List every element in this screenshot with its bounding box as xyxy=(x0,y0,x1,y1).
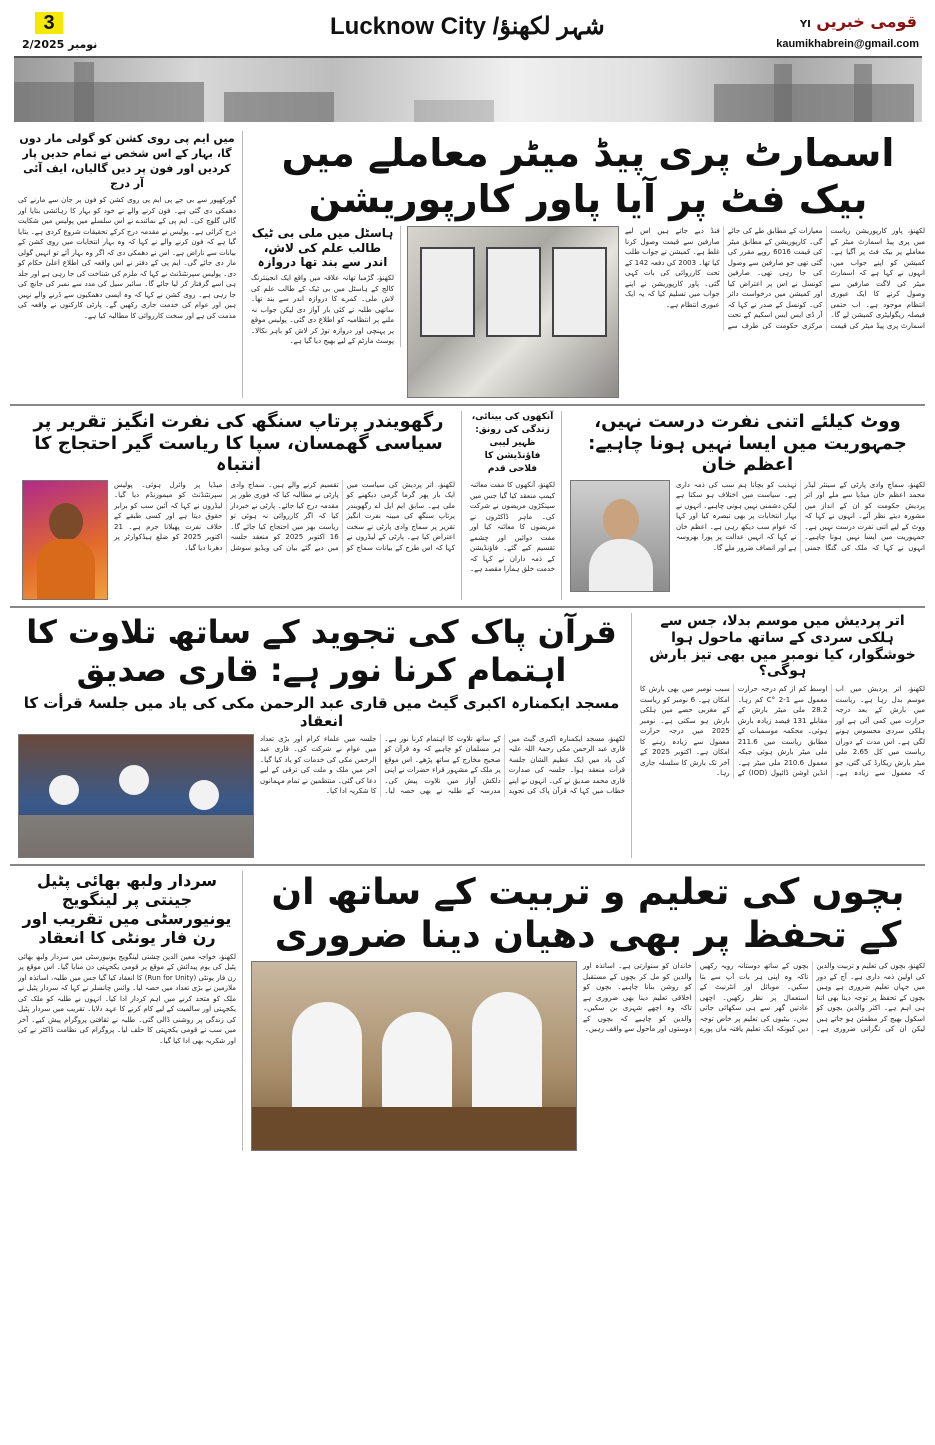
article-body-hostel: لکھنؤ، گڑمبا تھانہ علاقہ میں واقع ایک انجینئرنگ کالج کے ہاسٹل میں بی ٹیک کے طالب علم کی لاش ملی۔ کمرے کا دروازہ اندر سے بند تھا۔ ساتھی طلبہ نے کئی بار آواز دی لیکن جواب نہ ملنے پر انتظامیہ کو اطلاع دی گئی۔ پولیس موقع پر پہنچی اور دروازہ توڑ کر لاش کو باہر نکالا۔ پوسٹ مارٹم کے لیے بھیج دیا گیا ہے۔ xyxy=(251,274,394,346)
section-1 xyxy=(10,126,925,406)
article-body-patel-jayanti: لکھنؤ، خواجہ معین الدین چشتی لینگویج یونیورسٹی میں سردار ولبھ بھائی پٹیل کی یوم پیدائش کے موقع پر قومی یکجہتی دن منایا گیا۔ اس موقع پر رن فار یونٹی (Run for Unity) کا انعقاد کیا گیا جس میں طلبہ، اساتذہ اور ملازمین نے بڑی تعداد میں حصہ لیا۔ وائس چانسلر نے کہا کہ سردار پٹیل نے ملک کو متحد کرنے میں اہم کردار ادا کیا۔ انہوں نے طلبہ کو ملک کی یکجہتی اور سالمیت کے لیے کام کرنے کا عہد دلایا۔ تقریب میں سردار پٹیل کی زندگی پر روشنی ڈالی گئی۔ طلبہ نے ثقافتی پروگرام پیش کیے۔ آخر میں سب نے قومی یکجہتی کا حلف لیا۔ پروگرام کی نظامت ڈاکٹر نے کی اور شکریہ بھی ادا کیا گیا۔ xyxy=(18,952,237,1045)
eye-camp-article xyxy=(470,411,562,600)
headline-weather: اتر پردیش میں موسم بدلا، جس سے ہلکی سردی کے ساتھ ماحول ہوا خوشگوار، کیا نومبر میں بھی تیز بارش ہوگی؟ xyxy=(649,612,916,680)
section-masthead: Lucknow City /شہر لکھنؤ xyxy=(330,13,605,40)
power-article xyxy=(251,131,925,398)
smart-meters-photo xyxy=(407,226,619,398)
speaker-photo xyxy=(22,480,108,600)
headline-children-safety: بچوں کی تعلیم و تربیت کے ساتھ ان کے تحفظ پر بھی دھیان دینا ضروری xyxy=(271,871,905,956)
headline-azam-khan: ووٹ کیلئے اتنی نفرت درست نہیں، جمہوریت میں ایسا نہیں ہونا چاہیے: اعظم خان xyxy=(588,411,907,476)
article-body-quran-1: لکھنؤ، مسجد ایکمنارہ اکبری گیٹ میں قاری عبد الرحمن مکی رحمۃ اللہ علیہ کی یاد میں ایک عظیم الشان جلسۂ قرأت منعقد ہوا۔ جلسہ کی صدارت قاری محمد صدیق نے کی۔ انہوں نے اپنے خطاب میں کہا کہ قرآن پاک کی تجوید کے ساتھ تلاوت کا اہتمام کرنا نور ہے۔ ہر مسلمان کو چاہیے کہ وہ قرآن کو صحیح مخارج کے ساتھ پڑھے۔ اس موقع پر ملک کے مشہور قراء حضرات نے اپنی دلکش آواز میں تلاوت پیش کی۔ مدرسہ کے طلبہ نے بھی حصہ لیا۔ جلسہ میں علماء کرام اور بڑی تعداد میں عوام نے شرکت کی۔ قاری عبد الرحمن مکی کی خدمات کو یاد کیا گیا۔ آخر میں ملک و ملت کی ترقی کے لیے دعا کی گئی۔ منتظمین نے تمام مہمانوں کا شکریہ ادا کیا۔ xyxy=(260,734,625,796)
azam-khan-photo xyxy=(570,480,670,592)
hostel-article xyxy=(251,226,401,347)
logo-text: قومی خبریں xyxy=(816,12,917,31)
headline-power-corporation: اسمارٹ پری پیڈ میٹر معاملے میں بیک فٹ پر آیا پاور کارپوریشن xyxy=(281,131,895,221)
children-article xyxy=(251,871,925,1151)
weather-article xyxy=(640,613,925,858)
patel-article xyxy=(18,871,243,1151)
jalsa-photo xyxy=(18,734,254,858)
page-number: 3 xyxy=(35,12,63,34)
raghuvendra-article xyxy=(22,411,462,600)
headline-hostel: ہاسٹل میں ملی بی ٹیک طالب علم کی لاش، اندر سے بند تھا دروازہ xyxy=(251,226,394,269)
article-body-azam-1: لکھنؤ، سماج وادی پارٹی کے سینئر لیڈر محمد اعظم خان میڈیا سے ملے اور اتر پردیش حکومت کو ان کے انداز میں مشورہ دیتے نظر آئے۔ انہوں نے کہا کہ ووٹ کے لیے اتنی نفرت درست نہیں ہے۔ جمہوریت میں ایسا نہیں ہونا چاہیے۔ انہوں نے کہا کہ ملک کی گنگا جمنی تہذیب کو بچانا ہم سب کی ذمہ داری ہے۔ سیاست میں اختلاف ہو سکتا ہے لیکن دشمنی نہیں ہونی چاہیے۔ انہوں نے بہار انتخابات پر بھی تبصرہ کیا اور کہا کہ عوام سب دیکھ رہی ہے۔ اعظم خان نے کہا کہ انہیں عدالت پر پورا بھروسہ ہے اور انصاف ضرور ملے گا۔ xyxy=(676,480,925,552)
subheadline-quran: مسجد ایکمنارہ اکبری گیٹ میں قاری عبد الرحمن مکی کی یاد میں جلسۂ قرأت کا انعقاد xyxy=(23,693,620,730)
article-body-power-1: لکھنؤ، پاور کارپوریشن ریاست میں پری پیڈ اسمارٹ میٹر کے معاملے پر بیک فٹ پر آگیا ہے۔ کمیشن کو اپنے جواب میں، انہوں نے کہا ہے کہ اسمارٹ میٹر کی لاگت صارفین سے وصول کرنے کا ایک عبوری انتظام موجود ہے۔ اب حتمی فیصلہ ریگولیٹری کمیشن لے گا۔ اسمارٹ پری پیڈ میٹر کی قیمت معیارات کے مطابق طے کی جائے گی۔ کارپوریشن کے مطابق میٹر کی قیمت 6016 روپے مقرر کی گئی تھی جو صارفین سے وصول کی جا رہی تھی۔ صارفین کونسل نے اس پر اعتراض کیا اور کمیشن میں درخواست دائر کی۔ کونسل کے صدر نے کہا کہ آر ڈی ایس ایس اسکیم کے تحت مرکزی حکومت کی طرف سے فنڈ دیے جاتے ہیں اس لیے صارفین سے قیمت وصول کرنا غلط ہے۔ کمیشن نے جواب طلب کیا تھا۔ 2003 کی دفعہ 142 کے تحت کارروائی کی بات کہی گئی۔ پاور کارپوریشن نے اپنے جواب میں تسلیم کیا کہ یہ ایک عبوری انتظام ہے۔ xyxy=(625,227,925,330)
headline-quran: قرآن پاک کی تجوید کے ساتھ تلاوت کا اہتمام کرنا نور ہے: قاری صدیق xyxy=(26,612,617,690)
issue-date: 2/نومبر 2025 xyxy=(22,38,98,51)
article-body-mp-threat: گورکھپور سے بی جے پی ایم پی روی کشن کو فون پر جان سے مارنے کی دھمکی دی گئی ہے۔ فون کرنے والے نے خود کو بہار کا رہائشی بتایا اور گالی گلوچ کی۔ ایم پی کے نمائندے نے اس سلسلے میں پولیس میں شکایت درج کرائی ہے۔ پولیس نے مقدمہ درج کرکے تحقیقات شروع کردی ہے۔ بتایا گیا ہے کہ فون کرنے والے نے کہا کہ وہ بہار انتخابات میں روی کشن کے بیانات سے ناراض ہے۔ اس نے دھمکی دی کہ اگر وہ بہار آئے تو انہیں گولی مار دی جائے گی۔ ایم پی کے دفتر نے اس واقعہ کی اطلاع اعلیٰ حکام کو دی۔ پولیس سپرنٹنڈنٹ نے کہا کہ ملزم کی شناخت کی جا رہی ہے اور جلد ہی اسے گرفتار کر لیا جائے گا۔ سائبر سیل کی مدد سے نمبر کی جانچ کی جا رہی ہے۔ روی کشن نے کہا کہ وہ ایسی دھمکیوں سے ڈرنے والے نہیں ہیں اور عوام کی خدمت جاری رکھیں گے۔ پارٹی کارکنوں نے واقعہ کی مذمت کی ہے اور سخت کارروائی کا مطالبہ کیا ہے۔ xyxy=(18,196,236,320)
headline-patel-jayanti: سردار ولبھ بھائی پٹیل جینتی پر لینگویج یونیورسٹی میں تقریب اور رن فار یونٹی کا انعقاد xyxy=(22,870,232,948)
headline-mp-threat: میں ایم پی روی کشن کو گولی مار دوں گا، بہار کے اس شخص نے تمام حدیں پار کردیں اور فون پر دیں گالیاں، ایف آئی آر درج xyxy=(19,132,235,190)
section-2 xyxy=(10,406,925,608)
article-body-raghuvendra-1: لکھنؤ، اتر پردیش کی سیاست میں ایک بار پھر گرما گرمی دیکھنے کو ملی ہے۔ سابق ایم ایل اے رگھویندر پرتاپ سنگھ کی مبینہ نفرت انگیز تقریر پر سماج وادی پارٹی نے سخت اعتراض کیا ہے۔ پارٹی کے لیڈروں نے کہا کہ اس طرح کے بیانات سماج کو تقسیم کرنے والے ہیں۔ سماج وادی پارٹی نے مطالبہ کیا کہ فوری طور پر مقدمہ درج کیا جائے۔ پارٹی نے خبردار کیا کہ اگر کارروائی نہ ہوئی تو ریاست بھر میں احتجاج کیا جائے گا۔ 16 اکتوبر 2025 کو منعقد جلسہ میں دیے گئے بیان کی ویڈیو سوشل میڈیا پر وائرل ہوئی۔ پولیس سپرنٹنڈنٹ کو میمورنڈم دیا گیا۔ لیڈروں نے کہا کہ آئین سب کو برابر حقوق دیتا ہے اور کسی طبقے کے خلاف نفرت پھیلانا جرم ہے۔ 21 اکتوبر 2025 کو ضلع ہیڈکوارٹر پر دھرنا دیا گیا۔ xyxy=(114,480,455,552)
article-body-children-1: لکھنؤ، بچوں کی تعلیم و تربیت والدین کی اولین ذمہ داری ہے۔ آج کے دور میں جہاں تعلیم ضروری ہے وہیں بچوں کے تحفظ پر توجہ دینا بھی اتنا ہی اہم ہے۔ اکثر والدین بچوں کو اسکول بھیج کر مطمئن ہو جاتے ہیں لیکن ان کی نگرانی ضروری ہے۔ بچوں کے ساتھ دوستانہ رویہ رکھیں تاکہ وہ اپنی ہر بات آپ سے بتا سکیں۔ موبائل اور انٹرنیٹ کے استعمال پر نظر رکھیں۔ اچھی عادتیں گھر سے ہی سکھائی جاتی ہیں۔ بیٹیوں کی تعلیم پر خاص توجہ دیں کیونکہ ایک تعلیم یافتہ ماں پورے خاندان کو سنوارتی ہے۔ اساتذہ اور والدین کو مل کر بچوں کے مستقبل کو روشن بنانا چاہیے۔ بچوں کو اخلاقی تعلیم دینا بھی ضروری ہے تاکہ وہ اچھے شہری بن سکیں۔ والدین کو چاہیے کہ بچوں کے دوستوں اور ماحول سے واقف رہیں۔ xyxy=(583,962,925,1034)
quran-article xyxy=(18,613,632,858)
section-4 xyxy=(10,866,925,1157)
schoolgirls-photo xyxy=(251,961,577,1151)
article-body-weather: لکھنؤ، اتر پردیش میں اب موسم بدل رہا ہے۔ ریاست میں بارش کے بعد درجہ حرارت میں کمی آئی ہے اور ہلکی سردی محسوس ہونے لگی ہے۔ اس مدت کے دوران ریاست میں کل 2.65 ملی میٹر بارش ریکارڈ کی گئی، جو کہ معمول سے زیادہ ہے۔ اوسط کم از کم درجہ حرارت معمول سے 1-2 °C کم رہا۔ 28.2 ملی میٹر بارش کے مقابلے 131 فیصد زیادہ بارش ہوئی۔ محکمہ موسمیات کے مطابق ریاست میں 211.6 ملی میٹر بارش ہوئی جبکہ معمول 210.6 ملی میٹر ہے۔ انڈین اوشن ڈائپول (IOD) کے سبب نومبر میں بھی بارش کا امکان ہے۔ 6 نومبر کو ریاست کے مغربی حصے میں ہلکی بارش ہو سکتی ہے۔ نومبر 2025 میں درجہ حرارت معمول سے زیادہ رہنے کا امکان ہے۔ اکتوبر 2025 کے آخر تک بارش کا سلسلہ جاری رہا۔ xyxy=(640,685,925,778)
mp-threat-article xyxy=(18,131,243,398)
section-3 xyxy=(10,608,925,866)
article-body-eye-camp: لکھنؤ، آنکھوں کا مفت معائنہ کیمپ منعقد کیا گیا جس میں سینکڑوں مریضوں نے شرکت کی۔ ماہر ڈاکٹروں نے مریضوں کا معائنہ کیا اور مفت دوائیں اور چشمے تقسیم کیے گئے۔ فاؤنڈیشن کے ذمہ داران نے کہا کہ خدمت خلق ہمارا مقصد ہے۔ xyxy=(470,481,555,574)
headline-eye-camp: آنکھوں کی بینائی، زندگی کی رونق: ظہیر لیبی فاؤنڈیشن کا فلاحی قدم xyxy=(471,412,554,475)
headline-raghuvendra: رگھویندر پرتاپ سنگھ کی نفرت انگیز تقریر پر سیاسی گھمسان، سپا کا ریاست گیر احتجاج کا انتباہ xyxy=(33,411,444,476)
logo-mark: YI xyxy=(799,19,811,30)
contact-email[interactable]: kaumikhabrein@gmail.com xyxy=(776,38,919,50)
azam-article xyxy=(570,411,925,600)
